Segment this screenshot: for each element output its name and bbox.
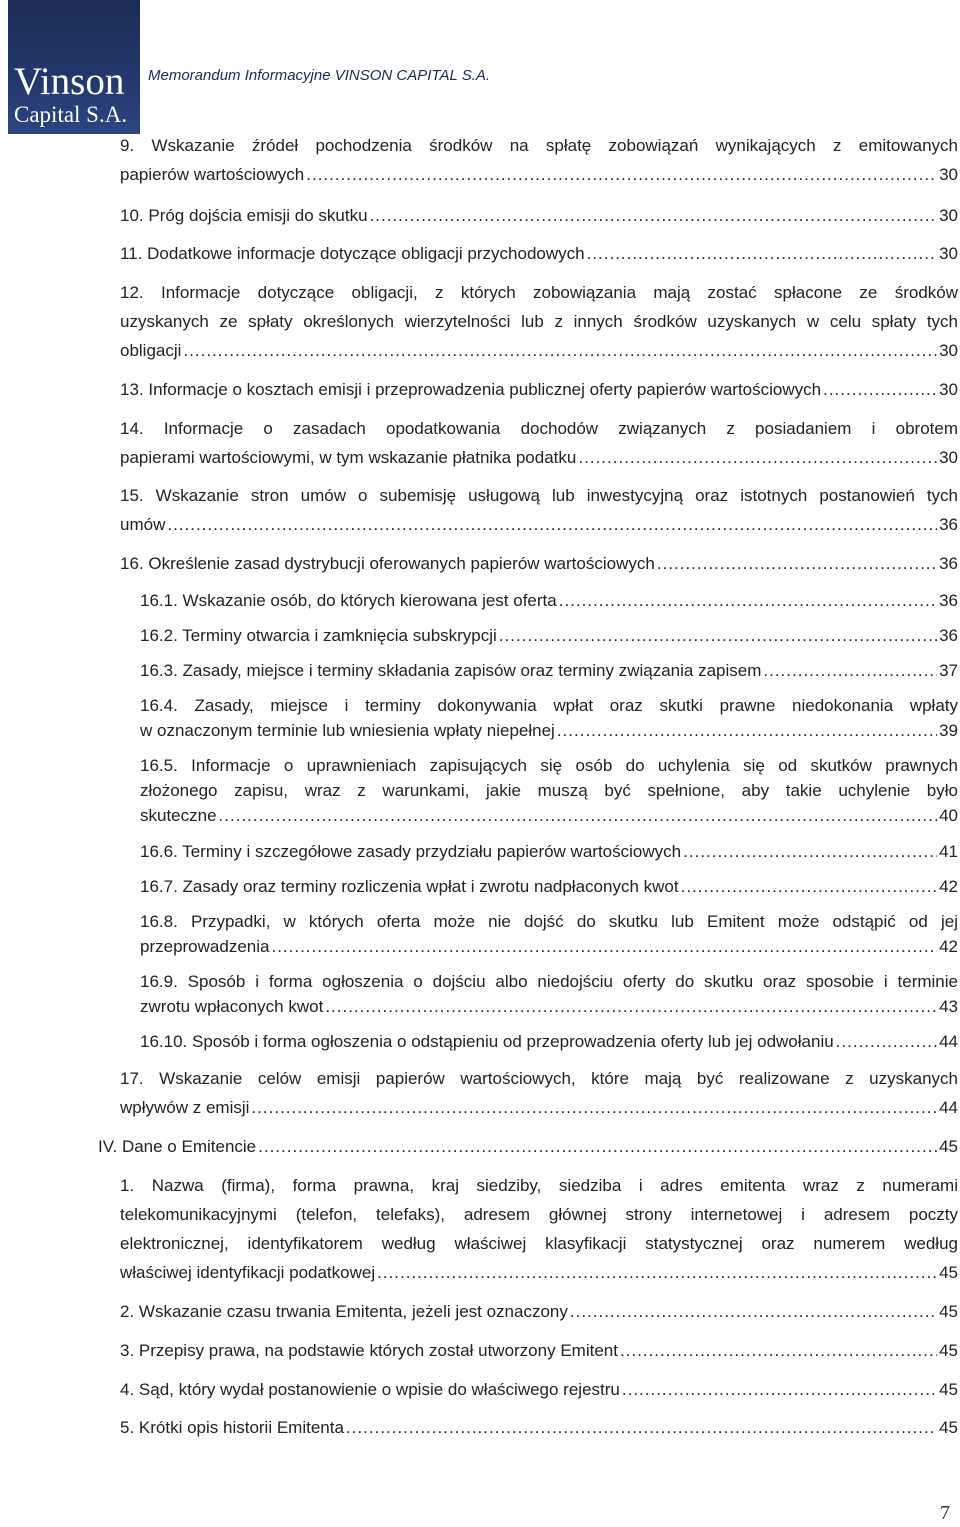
toc-entry[interactable] (98, 1132, 958, 1161)
page-number: 7 (940, 1502, 950, 1524)
toc-leader-dots (570, 1297, 937, 1326)
toc-entry-title: 4. Sąd, który wydał postanowienie o wpisie do właściwego rejestru (120, 1380, 620, 1399)
toc-entry-title: 3. Przepisy prawa, na podstawie których został utworzony Emitent (120, 1341, 618, 1360)
toc-entry-line: 16.9. Sposób i forma ogłoszenia o dojściu albo niedojściu oferty do skutku oraz sposobie i terminie (140, 972, 958, 991)
toc-entry-last-line (140, 658, 958, 683)
toc-leader-dots (657, 549, 937, 578)
toc-page-number: 40 (939, 806, 958, 825)
toc-page-number: 45 (939, 1137, 958, 1156)
toc-leader-dots (258, 1132, 937, 1161)
toc-entry[interactable] (120, 414, 958, 472)
toc-entry-line: 9. Wskazanie źródeł pochodzenia środków na spłatę zobowiązań wynikających z emitowanych (120, 136, 958, 155)
toc-entry[interactable] (140, 753, 958, 828)
toc-page-number: 42 (939, 937, 958, 956)
toc-leader-dots (167, 510, 937, 539)
toc-entry-title: 10. Próg dojścia emisji do skutku (120, 206, 368, 225)
toc-page-number: 30 (939, 206, 958, 225)
toc-entry[interactable] (140, 839, 958, 864)
toc-entry-line: 14. Informacje o zasadach opodatkowania dochodów związanych z posiadaniem i obrotem (120, 419, 958, 438)
toc-leader-dots (681, 874, 937, 899)
toc-page-number: 37 (939, 661, 958, 680)
toc-entry-last-line (140, 994, 958, 1019)
toc-leader-dots (823, 375, 937, 404)
toc-entry-title: skuteczne (140, 806, 217, 825)
toc-entry-last-line (120, 239, 958, 268)
toc-entry-title: właściwej identyfikacji podatkowej (120, 1263, 376, 1282)
toc-page-number: 30 (939, 165, 958, 184)
toc-page-number: 43 (939, 997, 958, 1016)
toc-entry-title: papierów wartościowych (120, 165, 305, 184)
toc-entry[interactable] (140, 969, 958, 1019)
toc-entry-last-line (120, 336, 958, 365)
toc-entry-title: 13. Informacje o kosztach emisji i przeprowadzenia publicznej oferty papierów wartościowych (120, 380, 822, 399)
toc-page-number: 45 (939, 1380, 958, 1399)
toc-page-number: 45 (939, 1302, 958, 1321)
toc-entry-last-line (120, 549, 958, 578)
logo-line-1: Vinson (14, 60, 125, 103)
toc-page-number: 36 (939, 591, 958, 610)
toc-page-number: 41 (939, 842, 958, 861)
toc-entry[interactable] (120, 1375, 958, 1404)
toc-entry-last-line (120, 160, 958, 189)
toc-page-number: 30 (939, 341, 958, 360)
document-header: Memorandum Informacyjne VINSON CAPITAL S.A. (148, 67, 491, 84)
toc-entry-last-line (140, 588, 958, 613)
toc-leader-dots (306, 160, 937, 189)
toc-entry-line: złożonego zapisu, wraz z warunkami, jakie muszą być spełnione, aby takie uchylenie było (140, 781, 958, 800)
toc-entry-title: zwrotu wpłaconych kwot (140, 997, 324, 1016)
toc-entry-line: 12. Informacje dotyczące obligacji, z których zobowiązania mają zostać spłacone ze środków (120, 283, 958, 302)
toc-entry[interactable] (120, 375, 958, 404)
toc-page-number: 45 (939, 1263, 958, 1282)
toc-leader-dots (622, 1375, 937, 1404)
toc-entry-title: 5. Krótki opis historii Emitenta (120, 1418, 344, 1437)
toc-entry-last-line (140, 718, 958, 743)
toc-entry-line: telekomunikacyjnymi (telefon, telefaks), adresem głównej strony internetowej i adresem poczty (120, 1205, 958, 1224)
toc-leader-dots (370, 201, 938, 230)
toc-page-number: 39 (939, 721, 958, 740)
toc-leader-dots (499, 623, 937, 648)
toc-entry-title: obligacji (120, 341, 182, 360)
toc-entry-line: elektronicznej, identyfikatorem według właściwej klasyfikacji statystycznej oraz numerem według (120, 1234, 958, 1253)
toc-entry-title: 16. Określenie zasad dystrybucji oferowanych papierów wartościowych (120, 554, 655, 573)
toc-entry[interactable] (120, 1297, 958, 1326)
toc-page-number: 44 (939, 1032, 958, 1051)
toc-entry-last-line (120, 1336, 958, 1365)
toc-entry-title: 16.6. Terminy i szczegółowe zasady przydziału papierów wartościowych (140, 842, 682, 861)
toc-leader-dots (219, 803, 938, 828)
toc-entry-last-line (140, 839, 958, 864)
toc-entry-title: w oznaczonym terminie lub wniesienia wpłaty niepełnej (140, 721, 555, 740)
toc-entry[interactable] (140, 588, 958, 613)
toc-page-number: 45 (939, 1418, 958, 1437)
toc-entry[interactable] (140, 623, 958, 648)
toc-entry-title: umów (120, 515, 166, 534)
toc-leader-dots (377, 1258, 937, 1287)
toc-entry-last-line (120, 1258, 958, 1287)
toc-entry-line: 16.5. Informacje o uprawnieniach zapisujących się osób do uchylenia się od skutków prawnych (140, 756, 958, 775)
toc-entry-last-line (140, 1029, 958, 1054)
toc-leader-dots (183, 336, 937, 365)
toc-page-number: 30 (939, 380, 958, 399)
toc-entry-title: IV. Dane o Emitencie (98, 1137, 257, 1156)
toc-entry-line: 15. Wskazanie stron umów o subemisję usługową lub inwestycyjną oraz istotnych postanowień tych (120, 486, 958, 505)
toc-entry-title: papierami wartościowymi, w tym wskazanie płatnika podatku (120, 448, 577, 467)
toc-entry-line: 17. Wskazanie celów emisji papierów wartościowych, które mają być realizowane z uzyskanych (120, 1069, 958, 1088)
toc-leader-dots (559, 588, 937, 613)
toc-entry-title: 16.10. Sposób i forma ogłoszenia o odstąpieniu od przeprowadzenia oferty lub jej odwołaniu (140, 1032, 834, 1051)
toc-entry-last-line (120, 443, 958, 472)
toc-entry-last-line (120, 1093, 958, 1122)
toc-page-number: 30 (939, 244, 958, 263)
toc-entry[interactable] (120, 481, 958, 539)
vinson-capital-logo (8, 0, 140, 134)
toc-entry[interactable] (120, 1336, 958, 1365)
toc-entry-last-line (120, 1375, 958, 1404)
toc-entry[interactable] (120, 239, 958, 268)
toc-leader-dots (557, 718, 937, 743)
toc-entry-title: 16.3. Zasady, miejsce i terminy składania zapisów oraz terminy związania zapisem (140, 661, 762, 680)
toc-entry-last-line (120, 1297, 958, 1326)
toc-entry-title: przeprowadzenia (140, 937, 270, 956)
toc-leader-dots (325, 994, 937, 1019)
toc-entry-title: 16.1. Wskazanie osób, do których kierowana jest oferta (140, 591, 557, 610)
toc-entry-title: 2. Wskazanie czasu trwania Emitenta, jeżeli jest oznaczony (120, 1302, 568, 1321)
toc-entry[interactable] (140, 909, 958, 959)
toc-leader-dots (836, 1029, 937, 1054)
toc-entry[interactable] (140, 874, 958, 899)
toc-entry[interactable] (120, 549, 958, 578)
toc-entry-title: 11. Dodatkowe informacje dotyczące obligacji przychodowych (120, 244, 585, 263)
toc-page-number: 36 (939, 626, 958, 645)
toc-leader-dots (587, 239, 937, 268)
toc-page-number: 36 (939, 554, 958, 573)
toc-page-number: 36 (939, 515, 958, 534)
toc-entry-title: 16.2. Terminy otwarcia i zamknięcia subskrypcji (140, 626, 497, 645)
toc-page-number: 45 (939, 1341, 958, 1360)
toc-leader-dots (578, 443, 937, 472)
toc-entry[interactable] (140, 1029, 958, 1054)
toc-entry-line: 1. Nazwa (firma), forma prawna, kraj siedziby, siedziba i adres emitenta wraz z numerami (120, 1176, 958, 1195)
toc-entry-last-line (120, 201, 958, 230)
toc-leader-dots (683, 839, 937, 864)
toc-leader-dots (620, 1336, 937, 1365)
toc-entry[interactable] (120, 201, 958, 230)
toc-leader-dots (763, 658, 937, 683)
toc-page-number: 30 (939, 448, 958, 467)
toc-entry[interactable] (120, 1171, 958, 1287)
toc-entry-line: 16.8. Przypadki, w których oferta może nie dojść do skutku lub Emitent może odstąpić od jej (140, 912, 958, 931)
toc-entry-last-line (140, 803, 958, 828)
toc-entry-last-line (98, 1132, 958, 1161)
toc-leader-dots (251, 1093, 937, 1122)
toc-entry[interactable] (140, 658, 958, 683)
toc-entry-last-line (140, 623, 958, 648)
toc-leader-dots (346, 1413, 937, 1442)
toc-entry-line: uzyskanych ze spłaty określonych wierzytelności lub z innych środków uzyskanych w celu spłaty tych (120, 312, 958, 331)
toc-entry-last-line (120, 510, 958, 539)
toc-entry-last-line (140, 934, 958, 959)
logo-line-2: Capital S.A. (14, 102, 128, 127)
toc-page-number: 42 (939, 877, 958, 896)
toc-entry-last-line (120, 375, 958, 404)
toc-entry[interactable] (120, 278, 958, 365)
toc-entry-last-line (120, 1413, 958, 1442)
toc-entry-title: 16.7. Zasady oraz terminy rozliczenia wpłat i zwrotu nadpłaconych kwot (140, 877, 679, 896)
toc-entry-title: wpływów z emisji (120, 1098, 250, 1117)
toc-entry[interactable] (120, 1413, 958, 1442)
toc-entry[interactable] (140, 693, 958, 743)
toc-leader-dots (271, 934, 937, 959)
toc-entry[interactable] (120, 1064, 958, 1122)
toc-entry[interactable] (120, 131, 958, 189)
toc-page-number: 44 (939, 1098, 958, 1117)
toc-entry-last-line (140, 874, 958, 899)
toc-entry-line: 16.4. Zasady, miejsce i terminy dokonywania wpłat oraz skutki prawne niedokonania wpłaty (140, 696, 958, 715)
